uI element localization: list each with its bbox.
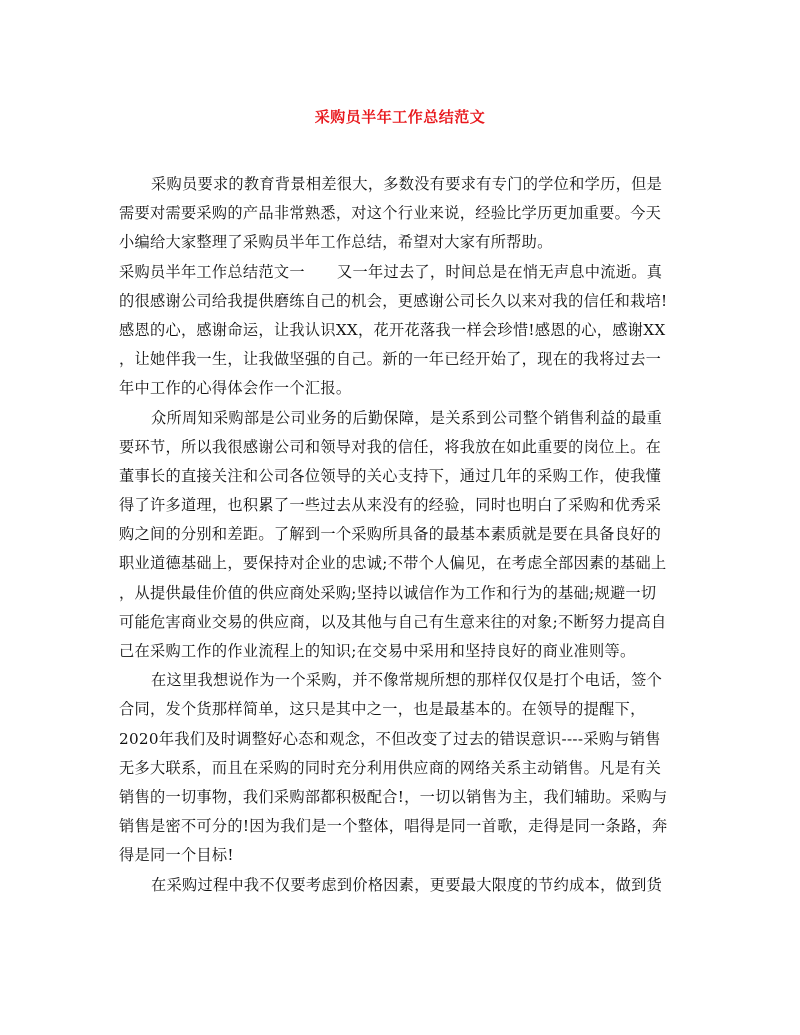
text-line: 无多大联系，而且在采购的同时充分利用供应商的网络关系主动销售。凡是有关 xyxy=(119,758,662,777)
text-line: 2020年我们及时调整好心态和观念，不但改变了过去的错误意识----采购与销售 xyxy=(119,729,661,748)
text-line: 采购员要求的教育背景相差很大，多数没有要求有专门的学位和学历，但是 xyxy=(151,175,663,193)
paragraph-4 xyxy=(119,871,687,900)
paragraph-intro xyxy=(119,170,687,258)
text-line: 小编给大家整理了采购员半年工作总结，希望对大家有所帮助。 xyxy=(119,233,553,252)
document-body xyxy=(119,170,687,900)
section-heading-continuation: 又一年过去了，时间总是在悄无声息中流逝。真 xyxy=(337,262,663,281)
text-line: 得是同一个目标! xyxy=(119,846,234,865)
text-line: 销售的一切事物，我们采购部都积极配合!，一切以销售为主，我们辅助。采购与 xyxy=(119,787,668,806)
paragraph-section-1 xyxy=(119,258,687,404)
text-line: ，从提供最佳价值的供应商处采购;坚持以诚信作为工作和行为的基础;规避一切 xyxy=(119,583,657,602)
text-line: 需要对需要采购的产品非常熟悉，对这个行业来说，经验比学历更加重要。今天 xyxy=(119,204,662,223)
text-line: 在这里我想说作为一个采购，并不像常规所想的那样仅仅是打个电话，签个 xyxy=(151,671,663,690)
text-line: 在采购过程中我不仅要考虑到价格因素，更要最大限度的节约成本，做到货 xyxy=(151,875,663,894)
paragraph-2 xyxy=(119,404,687,667)
text-line: 董事长的直接关注和公司各位领导的关心支持下，通过几年的采购工作，使我懂 xyxy=(119,466,662,485)
text-line: ，让她伴我一生，让我做坚强的自己。新的一年已经开始了，现在的我将过去一 xyxy=(119,350,662,369)
text-line: 要环节，所以我很感谢公司和领导对我的信任，将我放在如此重要的岗位上。在 xyxy=(119,437,662,456)
paragraph-3 xyxy=(119,666,687,870)
text-line: 职业道德基础上，要保持对企业的忠诚;不带个人偏见，在考虑全部因素的基础上 xyxy=(119,554,667,573)
text-line: 可能危害商业交易的供应商，以及其他与自己有生意来往的对象;不断努力提高自 xyxy=(119,612,667,631)
document-title: 采购员半年工作总结范文 xyxy=(314,108,486,126)
text-line: 得了许多道理，也积累了一些过去从来没有的经验，同时也明白了采购和优秀采 xyxy=(119,496,662,515)
text-line: 众所周知采购部是公司业务的后勤保障，是关系到公司整个销售利益的最重 xyxy=(151,408,663,427)
text-line: 合同，发个货那样简单，这只是其中之一，也是最基本的。在领导的提醒下， xyxy=(119,700,646,719)
text-line: 己在采购工作的作业流程上的知识;在交易中采用和坚持良好的商业准则等。 xyxy=(119,642,636,660)
text-line: 感恩的心，感谢命运，让我认识XX，花开花落我一样会珍惜!感恩的心，感谢XX xyxy=(119,320,666,339)
text-line: 年中工作的心得体会作一个汇报。 xyxy=(119,379,352,398)
text-line: 的很感谢公司给我提供磨练自己的机会，更感谢公司长久以来对我的信任和栽培! xyxy=(119,291,668,310)
text-line xyxy=(119,258,687,287)
text-line: 购之间的分别和差距。了解到一个采购所具备的最基本素质就是要在具备良好的 xyxy=(119,525,662,544)
text-line: 销售是密不可分的!因为我们是一个整体，唱得是同一首歌，走得是同一条路，奔 xyxy=(119,817,668,836)
section-heading: 采购员半年工作总结范文一 xyxy=(119,262,305,281)
